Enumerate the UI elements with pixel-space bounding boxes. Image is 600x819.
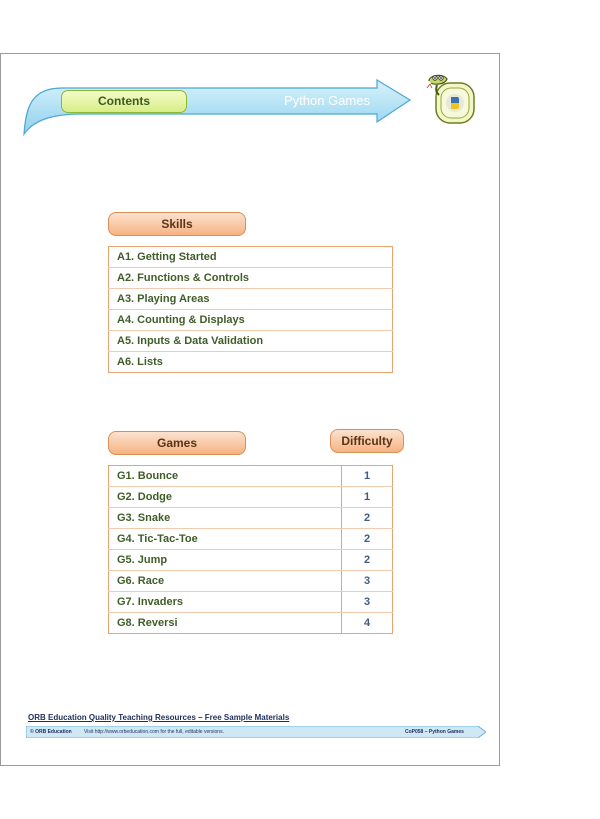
document-page — [0, 53, 500, 766]
game-row — [109, 487, 393, 508]
skill-label: A2. Functions & Controls — [109, 268, 393, 289]
game-difficulty: 3 — [342, 571, 393, 592]
game-difficulty: 1 — [342, 466, 393, 487]
game-difficulty: 4 — [342, 613, 393, 634]
skill-label: A5. Inputs & Data Validation — [109, 331, 393, 352]
python-snake-icon — [423, 71, 479, 127]
game-difficulty: 2 — [342, 508, 393, 529]
contents-label: Contents — [61, 90, 187, 113]
game-label: G1. Bounce — [109, 466, 342, 487]
game-label: G2. Dodge — [109, 487, 342, 508]
game-label: G5. Jump — [109, 550, 342, 571]
game-difficulty: 3 — [342, 592, 393, 613]
game-row — [109, 508, 393, 529]
game-difficulty: 2 — [342, 550, 393, 571]
banner-title: Python Games — [284, 93, 370, 108]
game-label: G6. Race — [109, 571, 342, 592]
skill-row — [109, 352, 393, 373]
skills-table — [108, 246, 393, 373]
skill-row — [109, 289, 393, 310]
footer-title: ORB Education Quality Teaching Resources – Free Sample Materials — [28, 713, 290, 722]
game-row — [109, 529, 393, 550]
game-label: G4. Tic-Tac-Toe — [109, 529, 342, 550]
skill-row — [109, 331, 393, 352]
skill-row — [109, 310, 393, 331]
skill-label: A6. Lists — [117, 356, 163, 368]
games-table — [108, 465, 393, 634]
game-difficulty: 1 — [342, 487, 393, 508]
game-row — [109, 613, 393, 634]
game-difficulty: 2 — [342, 529, 393, 550]
skill-label: A1. Getting Started — [109, 247, 393, 268]
games-heading: Games — [108, 431, 246, 455]
difficulty-heading: Difficulty — [330, 429, 404, 453]
game-row — [109, 550, 393, 571]
game-row — [109, 592, 393, 613]
game-label: G8. Reversi — [117, 617, 178, 629]
skill-label: A4. Counting & Displays — [109, 310, 393, 331]
game-row — [109, 571, 393, 592]
game-label: G3. Snake — [109, 508, 342, 529]
game-label: G7. Invaders — [109, 592, 342, 613]
footer-visit-text: Visit http://www.orbeducation.com for the full, editable versions. — [84, 729, 224, 735]
skills-heading: Skills — [108, 212, 246, 236]
skill-row — [109, 268, 393, 289]
footer-copyright: © ORB Education — [30, 729, 72, 735]
skill-row — [109, 247, 393, 268]
game-row — [109, 466, 393, 487]
footer-code: CoP058 – Python Games — [405, 729, 464, 735]
skill-label: A3. Playing Areas — [109, 289, 393, 310]
